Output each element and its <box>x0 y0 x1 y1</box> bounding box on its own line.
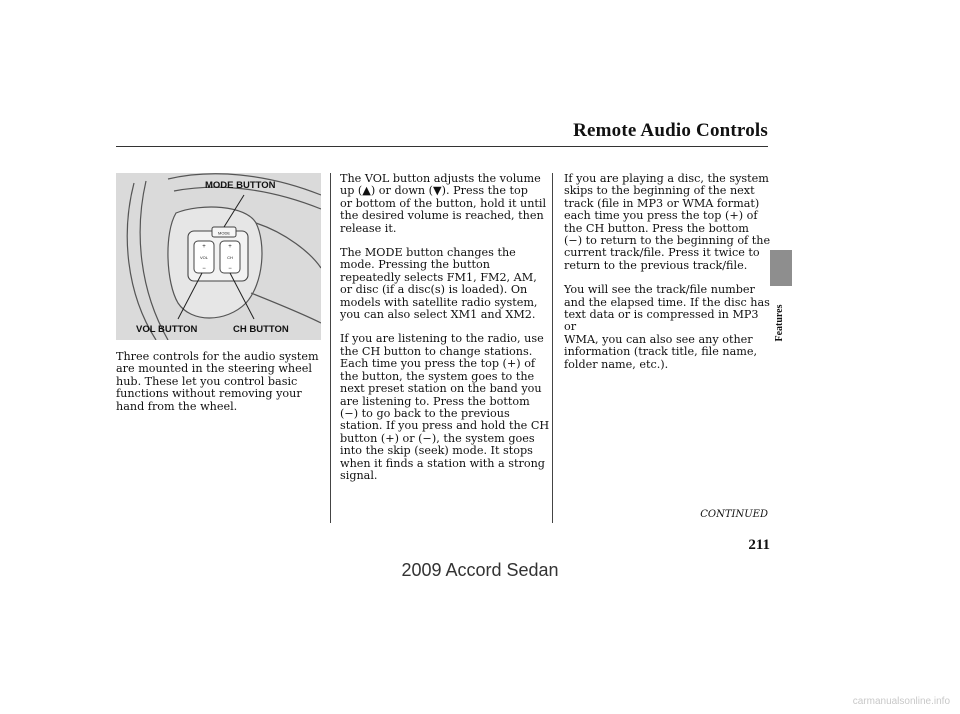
mode-paragraph: The MODE button changes the mode. Pressing the button repeatedly selects FM1, FM2, AM, or disc (if a disc(s) is loaded). On models with satellite radio system, you can also select XM1 and XM2. <box>340 246 538 322</box>
vol-paragraph: The VOL button adjusts the volume up (▲) or down (▼). Press the top or bottom of the button, hold it until the desired volume is reached, then release it. <box>340 172 547 235</box>
section-tab-marker <box>770 250 792 286</box>
title-divider <box>116 146 768 147</box>
disc-display-paragraph: You will see the track/file number and the elapsed time. If the disc has text data or is compressed in MP3 or WMA, you can also see any other information (track title, file name, folder name, etc.). <box>564 283 770 371</box>
vol-minus-text: − <box>202 266 206 272</box>
continued-note: CONTINUED <box>700 509 768 520</box>
column-vol-mode-ch <box>340 173 550 494</box>
intro-paragraph: Three controls for the audio system are mounted in the steering wheel hub. These let you control basic functions without removing your hand from the wheel. <box>116 350 319 413</box>
steering-wheel-illustration <box>116 173 321 340</box>
column-divider <box>552 173 553 523</box>
ch-radio-paragraph: If you are listening to the radio, use the CH button to change stations. Each time you press the top (+) of the button, the system goes to the next preset station on the band you are listening to. Press the bottom (−) to go back to the previous station. If you press and hold the CH button (+) or (−), the system goes into the skip (seek) mode. It stops when it finds a station with a strong signal. <box>340 332 550 482</box>
column-divider <box>330 173 331 523</box>
vol-button-text: VOL <box>199 255 209 260</box>
page-number: 211 <box>748 537 770 553</box>
site-watermark: carmanualsonline.info <box>852 696 950 707</box>
mode-button-text: MODE <box>218 230 230 236</box>
model-footer: 2009 Accord Sedan <box>401 560 559 580</box>
column-disc <box>564 173 772 383</box>
vol-button-label: VOL BUTTON <box>136 324 198 335</box>
page-title: Remote Audio Controls <box>573 120 768 141</box>
mode-button-label: MODE BUTTON <box>205 180 276 191</box>
vol-plus-text: + <box>202 244 206 250</box>
ch-button-label: CH BUTTON <box>233 324 289 335</box>
ch-button-text: CH <box>227 255 233 260</box>
steering-wheel-drawing <box>116 173 321 340</box>
ch-minus-text: − <box>228 266 232 272</box>
ch-plus-text: + <box>228 244 232 250</box>
section-tab-label: Features <box>774 304 785 342</box>
disc-skip-paragraph: If you are playing a disc, the system skips to the beginning of the next track (file in MP3 or WMA format) each time you press the top (+) of the CH button. Press the bottom (−) to return to the beginning of the current track/file. Press it twice to return to the previous track/file. <box>564 172 771 272</box>
column-intro <box>116 351 321 425</box>
